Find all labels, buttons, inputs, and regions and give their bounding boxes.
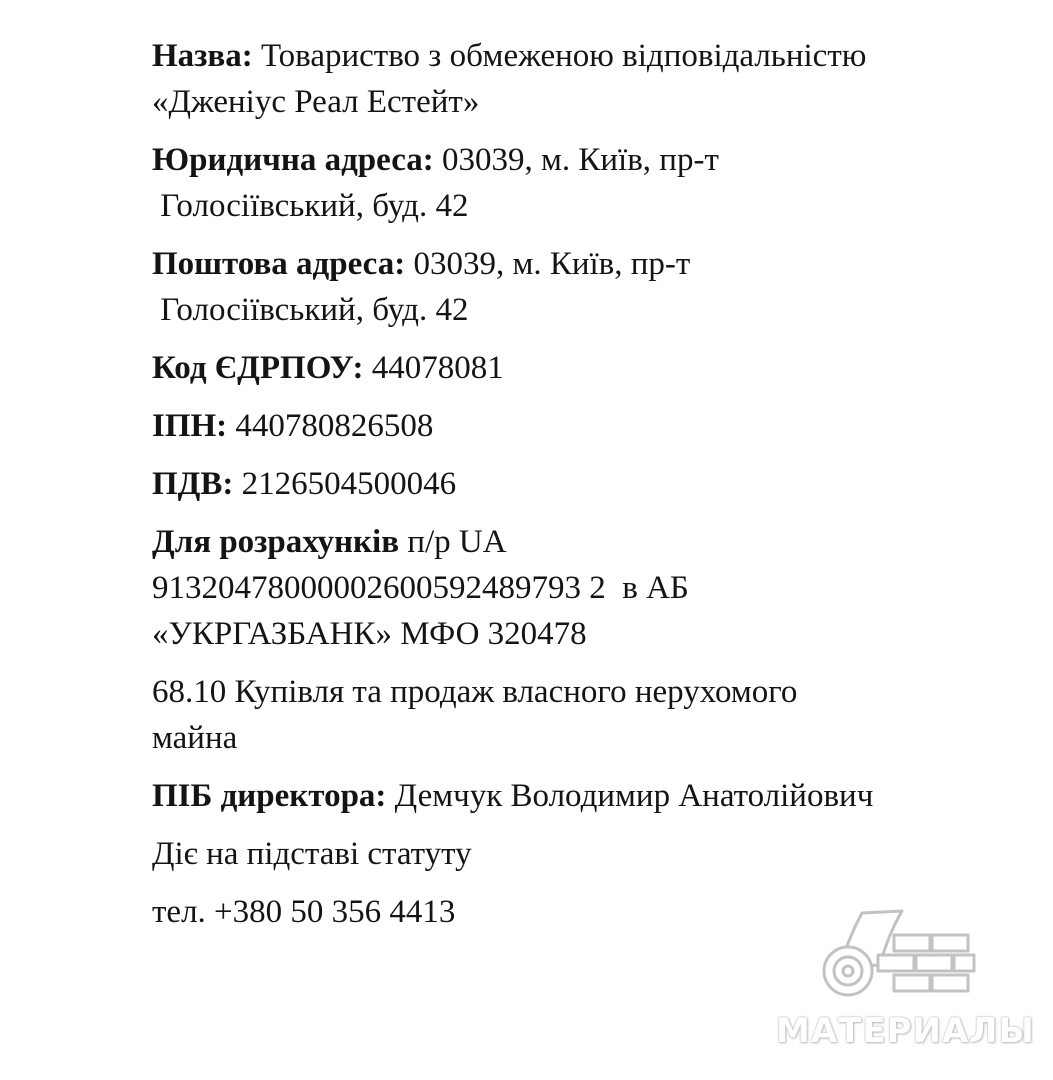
bank-label: Для розрахунків (152, 524, 400, 560)
edrpou-value: 44078081 (363, 350, 504, 386)
authority-basis (152, 831, 1012, 877)
bank-name-mfo: «УКРГАЗБАНК» МФО 320478 (152, 616, 587, 652)
postal-address-value-line2: Голосіївський, буд. 42 (152, 292, 469, 328)
company-details (152, 33, 1012, 947)
edrpou-code (152, 345, 1012, 391)
bank-account-prefix: п/р UA (399, 524, 507, 560)
phone-text: тел. +380 50 356 4413 (152, 894, 456, 930)
watermark (776, 905, 1035, 1055)
company-name-value-line1: Товариство з обмеженою відповідальністю (252, 38, 867, 74)
director (152, 773, 1012, 819)
company-name-value-line2: «Дженіус Реал Естейт» (152, 84, 480, 120)
legal-address-value-line1: 03039, м. Київ, пр-т (433, 142, 719, 178)
ipn-label: ІПН: (152, 408, 228, 444)
ipn-value: 440780826508 (227, 408, 434, 444)
pdv-label: ПДВ: (152, 466, 234, 502)
bricks-scroll-icon (818, 905, 978, 1005)
edrpou-label: Код ЄДРПОУ: (152, 350, 364, 386)
activity-code (152, 669, 1012, 761)
watermark-text: МАТЕРИАЛЫ (776, 1011, 1035, 1051)
postal-address-value-line1: 03039, м. Київ, пр-т (405, 246, 691, 282)
pdv-value: 2126504500046 (233, 466, 457, 502)
company-name (152, 33, 1012, 125)
bank-details (152, 519, 1012, 657)
postal-address (152, 241, 1012, 333)
authority-basis-text: Діє на підставі статуту (152, 836, 472, 872)
director-value: Демчук Володимир Анатолійович (386, 778, 874, 814)
postal-address-label: Поштова адреса: (152, 246, 406, 282)
activity-line2: майна (152, 720, 238, 756)
legal-address-value-line2: Голосіївський, буд. 42 (152, 188, 469, 224)
bank-account-number: 91320478000002600592489793 2 в АБ (152, 570, 689, 606)
activity-line1: 68.10 Купівля та продаж власного нерухомого (152, 674, 798, 710)
company-name-label: Назва: (152, 38, 253, 74)
ipn-code (152, 403, 1012, 449)
legal-address-label: Юридична адреса: (152, 142, 434, 178)
legal-address (152, 137, 1012, 229)
director-label: ПІБ директора: (152, 778, 387, 814)
pdv-code (152, 461, 1012, 507)
